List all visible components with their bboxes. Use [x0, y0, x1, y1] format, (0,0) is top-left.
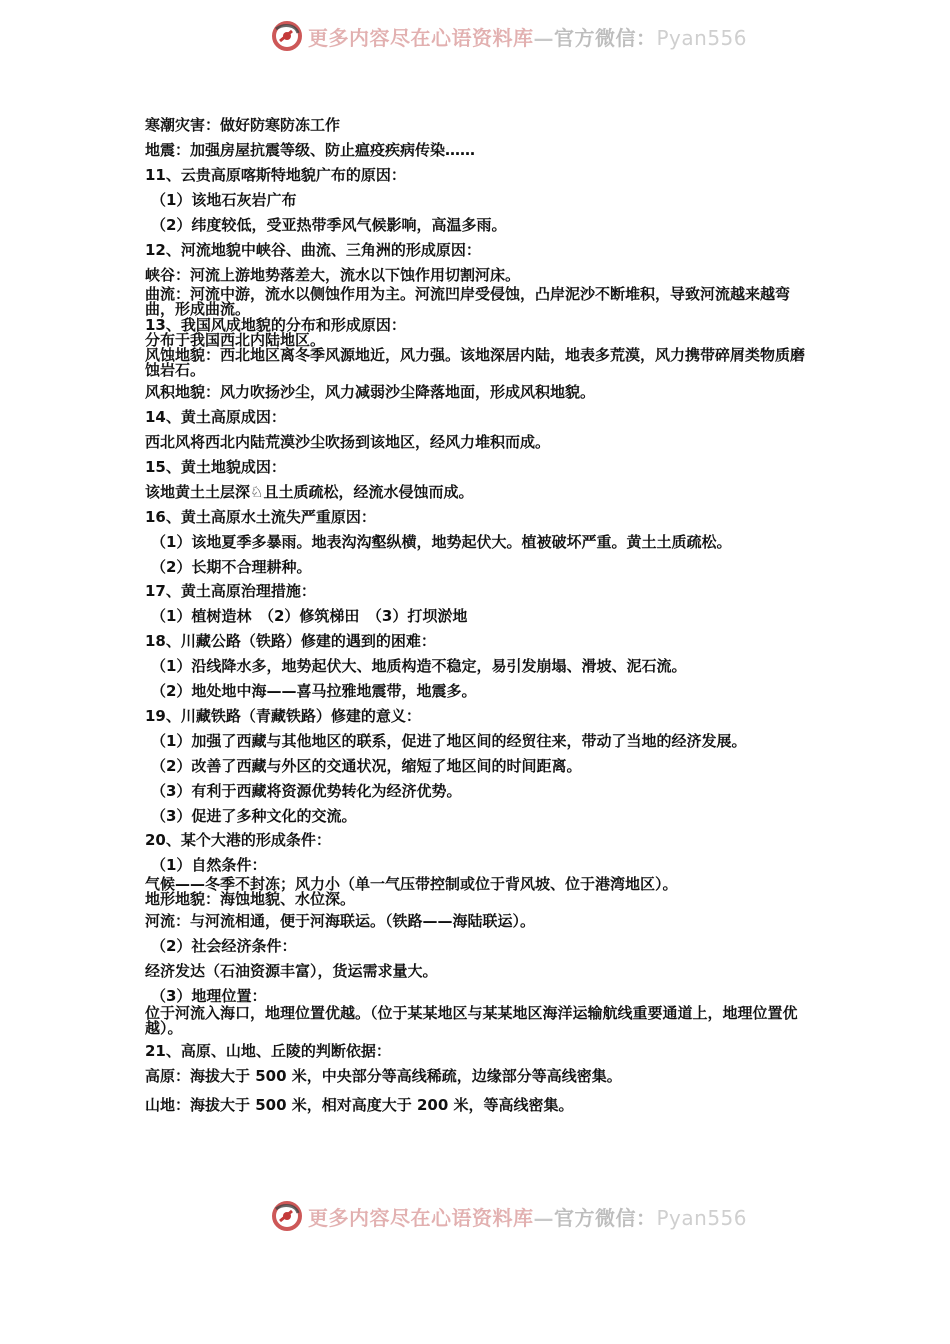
text-line: 高原：海拔大于 500 米，中央部分等高线稀疏，边缘部分等高线密集。: [145, 1067, 622, 1085]
watermark-footer: [270, 1196, 790, 1236]
section-heading: 13、我国风成地貌的分布和形成原因：: [145, 316, 406, 334]
text-line: （2）地处地中海——喜马拉雅地震带，地震多。: [151, 682, 477, 700]
text-line: （1）植树造林 （2）修筑梯田 （3）打坝淤地: [151, 607, 468, 625]
text-line: （1）沿线降水多，地势起伏大、地质构造不稳定，易引发崩塌、滑坡、泥石流。: [151, 657, 687, 675]
text-line: 位于河流入海口，地理位置优越。（位于某某地区与某某地区海洋运输航线重要通道上，地理位置优越）。: [145, 1004, 798, 1037]
watermark-main-text: 更多内容尽在心语资料库: [308, 1205, 534, 1230]
text-line: （3）地理位置：: [151, 987, 267, 1005]
watermark-text: [308, 22, 747, 51]
text-line: 西北风将西北内陆荒漠沙尘吹扬到该地区，经风力堆积而成。: [145, 433, 551, 451]
text-line: 该地黄土土层深♘且土质疏松，经流水侵蚀而成。: [145, 483, 474, 501]
text-line: （2）社会经济条件：: [151, 937, 297, 955]
text-line: （2）长期不合理耕种。: [151, 558, 312, 576]
text-line: 曲流：河流中游，流水以侧蚀作用为主。河流凹岸受侵蚀，凸岸泥沙不断堆积，导致河流越来越弯曲，形成曲流。: [145, 285, 791, 318]
text-line: （2）纬度较低，受亚热带季风气候影响，高温多雨。: [151, 216, 507, 234]
text-line: 地震：加强房屋抗震等级、防止瘟疫疾病传染……: [145, 141, 476, 159]
section-heading: 21、高原、山地、丘陵的判断依据：: [145, 1042, 391, 1060]
brush-seal-logo-icon: [270, 19, 304, 53]
text-line: 河流：与河流相通，便于河海联运。（铁路——海陆联运）。: [145, 912, 536, 930]
text-line: 分布于我国西北内陆地区。: [145, 331, 326, 349]
watermark-dash: —: [533, 25, 554, 50]
text-line: （1）该地石灰岩广布: [151, 191, 297, 209]
text-line: （1）加强了西藏与其他地区的联系，促进了地区间的经贸往来，带动了当地的经济发展。: [151, 732, 747, 750]
text-line: 山地：海拔大于 500 米，相对高度大于 200 米，等高线密集。: [145, 1096, 574, 1114]
text-line: （3）有利于西藏将资源优势转化为经济优势。: [151, 782, 462, 800]
watermark-header: [270, 16, 790, 56]
watermark-main-text: 更多内容尽在心语资料库: [308, 25, 534, 50]
text-line: （3）促进了多种文化的交流。: [151, 807, 357, 825]
text-line: 地形地貌：海蚀地貌、水位深。: [145, 890, 356, 908]
watermark-dash: —: [533, 1205, 554, 1230]
section-heading: 11、云贵高原喀斯特地貌广布的原因：: [145, 166, 406, 184]
text-line: （1）自然条件：: [151, 856, 267, 874]
watermark-id-text: Pyan556: [656, 25, 748, 50]
watermark-text: [308, 1202, 747, 1231]
text-line: 风蚀地貌：西北地区离冬季风源地近，风力强。该地深居内陆，地表多荒漠，风力携带碎屑类物质磨蚀岩石。: [145, 346, 806, 379]
section-heading: 12、河流地貌中峡谷、曲流、三角洲的形成原因：: [145, 241, 481, 259]
section-heading: 20、某个大港的形成条件：: [145, 831, 331, 849]
section-heading: 19、川藏铁路（青藏铁路）修建的意义：: [145, 707, 421, 725]
text-line: 经济发达（石油资源丰富），货运需求量大。: [145, 962, 438, 980]
text-line: （2）改善了西藏与外区的交通状况，缩短了地区间的时间距离。: [151, 757, 582, 775]
text-line: （1）该地夏季多暴雨。地表沟沟壑纵横，地势起伏大。植被破坏严重。黄土土质疏松。: [151, 533, 732, 551]
text-line: 风积地貌：风力吹扬沙尘，风力减弱沙尘降落地面，形成风积地貌。: [145, 383, 596, 401]
watermark-id-text: Pyan556: [656, 1205, 748, 1230]
text-line: 寒潮灾害：做好防寒防冻工作: [145, 116, 341, 134]
watermark-official-text: 官方微信：: [554, 25, 657, 50]
section-heading: 18、川藏公路（铁路）修建的遇到的困难：: [145, 632, 436, 650]
section-heading: 15、黄土地貌成因：: [145, 458, 286, 476]
text-line: 气候——冬季不封冻；风力小（单一气压带控制或位于背风坡、位于港湾地区）。: [145, 875, 678, 893]
text-line: 峡谷：河流上游地势落差大，流水以下蚀作用切割河床。: [145, 266, 521, 284]
section-heading: 16、黄土高原水土流失严重原因：: [145, 508, 376, 526]
watermark-official-text: 官方微信：: [554, 1205, 657, 1230]
brush-seal-logo-icon: [270, 1199, 304, 1233]
section-heading: 17、黄土高原治理措施：: [145, 582, 316, 600]
section-heading: 14、黄土高原成因：: [145, 408, 286, 426]
